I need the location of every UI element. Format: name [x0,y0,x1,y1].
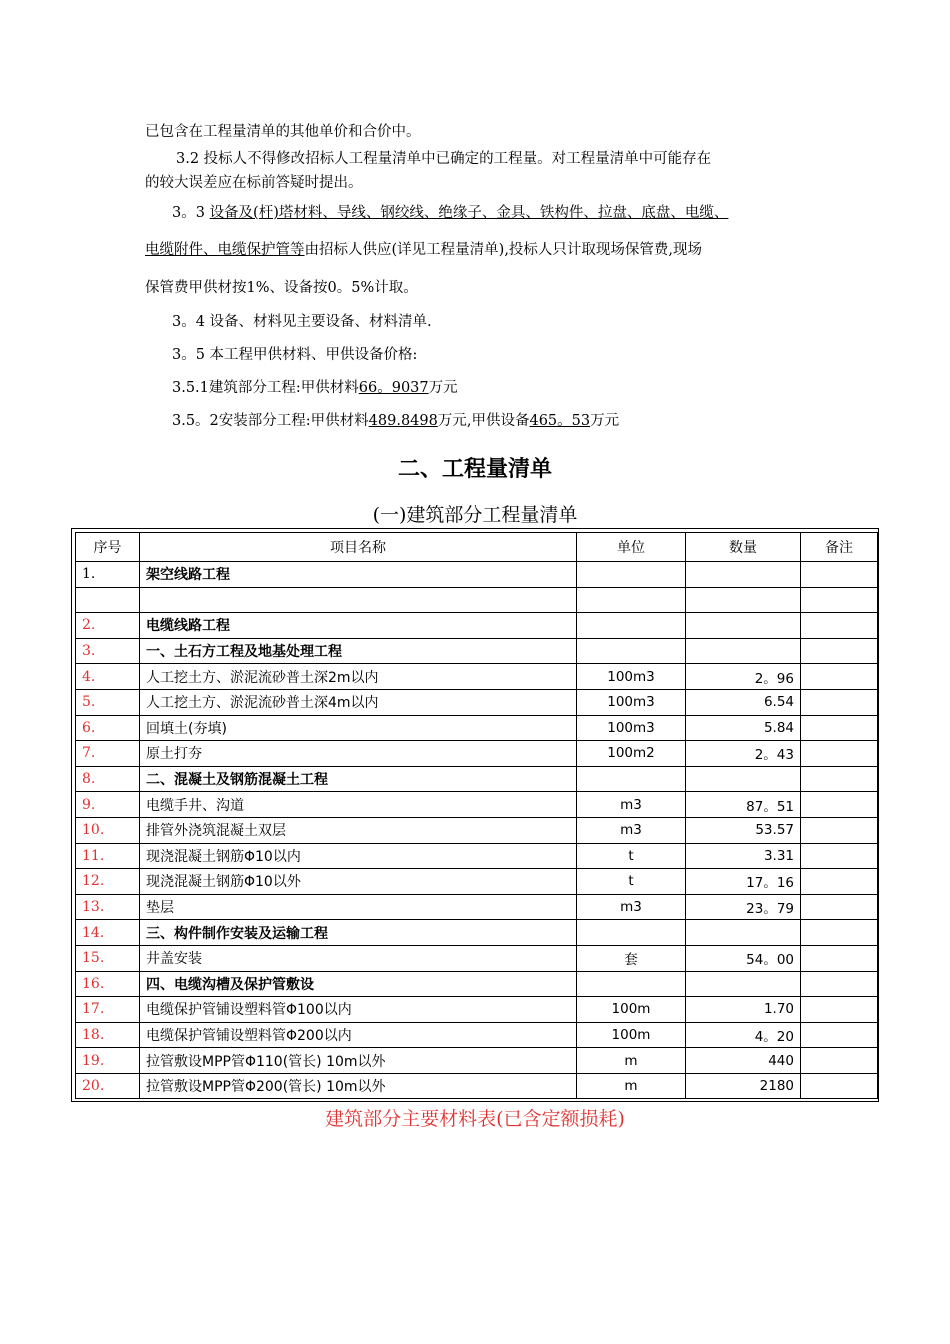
row-name: 三、构件制作安装及运输工程 [140,920,577,946]
row-seq: 6. [76,715,140,741]
table-row [76,715,878,741]
row-note [801,689,878,715]
row-unit: 套 [577,945,686,971]
row-note [801,971,878,997]
header-unit: 单位 [577,533,686,562]
header-qty: 数量 [686,533,801,562]
row-note [801,869,878,895]
row-note [801,920,878,946]
row-note [801,715,878,741]
para-3-5-2-material-value: 489.8498 [368,413,438,429]
table-row [76,817,878,843]
row-note [801,1048,878,1074]
row-unit [577,638,686,664]
row-seq [76,587,140,613]
para-3-5-1 [172,379,458,397]
table-row [76,587,878,613]
row-note [801,638,878,664]
row-name: 二、混凝土及钢筋混凝土工程 [140,766,577,792]
row-seq: 16. [76,971,140,997]
row-note [801,817,878,843]
row-seq: 7. [76,741,140,767]
row-name: 排管外浇筑混凝土双层 [140,817,577,843]
row-qty [686,920,801,946]
row-note [801,945,878,971]
row-name: 电缆保护管铺设塑料管Φ200以内 [140,1022,577,1048]
row-qty [686,766,801,792]
table-row [76,792,878,818]
row-qty: 23。79 [686,894,801,920]
header-name: 项目名称 [140,533,577,562]
row-name: 现浇混凝土钢筋Φ10以外 [140,869,577,895]
row-qty: 17。16 [686,869,801,895]
row-seq: 15. [76,945,140,971]
row-unit: m3 [577,894,686,920]
row-name: 回填土(夯填) [140,715,577,741]
table-row [76,613,878,639]
row-name: 电缆线路工程 [140,613,577,639]
table-header-row [76,533,878,562]
row-note [801,587,878,613]
table-row [76,997,878,1023]
row-unit: 100m [577,997,686,1023]
header-seq: 序号 [76,533,140,562]
row-unit: m [577,1048,686,1074]
table-row [76,562,878,588]
para-3-5-1-a: 3.5.1建筑部分工程:甲供材料 [172,380,359,396]
para-3-3 [172,204,728,222]
quantity-table-frame [71,528,879,1102]
row-seq: 10. [76,817,140,843]
row-unit: m [577,1073,686,1099]
row-unit: 100m3 [577,689,686,715]
row-unit: t [577,869,686,895]
row-qty: 54。00 [686,945,801,971]
row-name: 原土打夯 [140,741,577,767]
row-seq: 1. [76,562,140,588]
para-3-4: 3。4 设备、材料见主要设备、材料清单. [172,314,432,330]
header-note: 备注 [801,533,878,562]
row-unit: 100m3 [577,664,686,690]
row-unit [577,613,686,639]
para-3-5-2-equipment-value: 465。53 [529,413,591,429]
row-seq: 14. [76,920,140,946]
section-heading: 二、工程量清单 [397,457,552,482]
row-name: 四、电缆沟槽及保护管敷设 [140,971,577,997]
row-name: 垫层 [140,894,577,920]
row-name: 电缆保护管铺设塑料管Φ100以内 [140,997,577,1023]
row-unit [577,920,686,946]
row-unit: t [577,843,686,869]
row-unit: 100m3 [577,715,686,741]
row-note [801,741,878,767]
para-3-3-line2-underlined: 电缆附件、电缆保护管等 [145,242,305,258]
table-row [76,920,878,946]
row-unit: 100m2 [577,741,686,767]
row-qty: 6.54 [686,689,801,715]
table-title: (一)建筑部分工程量清单 [372,504,578,526]
row-qty: 2。43 [686,741,801,767]
row-note [801,997,878,1023]
table-row [76,766,878,792]
row-qty: 4。20 [686,1022,801,1048]
row-seq: 11. [76,843,140,869]
table-row [76,1022,878,1048]
table-row [76,869,878,895]
row-qty [686,971,801,997]
para-3-3-line3: 保管费甲供材按1%、设备按0。5%计取。 [145,280,418,296]
row-note [801,894,878,920]
row-name: 电缆手井、沟道 [140,792,577,818]
row-seq: 19. [76,1048,140,1074]
row-note [801,792,878,818]
table-row [76,638,878,664]
para-3-5-2-a: 3.5。2安装部分工程:甲供材料 [172,413,369,429]
row-unit [577,971,686,997]
table-row [76,1048,878,1074]
row-seq: 2. [76,613,140,639]
table-row [76,1073,878,1099]
row-unit: m3 [577,817,686,843]
para-3-3-line2-rest: 由招标人供应(详见工程量清单),投标人只计取现场保管费,现场 [304,242,703,258]
row-name: 一、土石方工程及地基处理工程 [140,638,577,664]
row-unit: m3 [577,792,686,818]
row-note [801,766,878,792]
para-3-3-underlined: 设备及(杆)塔材料、导线、钢绞线、绝缘子、金具、铁构件、拉盘、底盘、电缆、 [209,205,729,221]
row-name: 架空线路工程 [140,562,577,588]
para-3-5-2-c: 万元,甲供设备 [437,413,530,429]
row-note [801,613,878,639]
quantity-table [75,532,878,1099]
row-note [801,1022,878,1048]
table-row [76,843,878,869]
table-row [76,664,878,690]
table-row [76,971,878,997]
row-seq: 17. [76,997,140,1023]
row-qty: 5.84 [686,715,801,741]
row-seq: 13. [76,894,140,920]
row-name: 拉管敷设MPP管Φ110(管长) 10m以外 [140,1048,577,1074]
row-unit [577,766,686,792]
row-qty: 3.31 [686,843,801,869]
row-seq: 12. [76,869,140,895]
row-seq: 4. [76,664,140,690]
row-note [801,562,878,588]
row-note [801,1073,878,1099]
row-qty: 87。51 [686,792,801,818]
row-unit [577,587,686,613]
row-qty: 53.57 [686,817,801,843]
row-seq: 18. [76,1022,140,1048]
row-note [801,664,878,690]
row-seq: 5. [76,689,140,715]
para-3-3-line2 [145,241,702,259]
para-1: 已包含在工程量清单的其他单价和合价中。 [145,124,421,140]
para-3-5-2 [172,412,619,430]
table-row [76,894,878,920]
table-row [76,741,878,767]
materials-table-caption: 建筑部分主要材料表(已含定额损耗) [325,1108,625,1130]
row-qty [686,613,801,639]
row-qty [686,638,801,664]
para-3-3-lead: 3。3 [172,205,210,221]
row-qty: 2180 [686,1073,801,1099]
table-row [76,945,878,971]
row-name: 人工挖土方、淤泥流砂普土深4m以内 [140,689,577,715]
row-name: 井盖安装 [140,945,577,971]
row-name: 人工挖土方、淤泥流砂普土深2m以内 [140,664,577,690]
row-name [140,587,577,613]
row-seq: 3. [76,638,140,664]
row-qty [686,562,801,588]
row-note [801,843,878,869]
row-name: 拉管敷设MPP管Φ200(管长) 10m以外 [140,1073,577,1099]
row-seq: 20. [76,1073,140,1099]
row-qty: 1.70 [686,997,801,1023]
row-qty [686,587,801,613]
row-seq: 9. [76,792,140,818]
row-qty: 2。96 [686,664,801,690]
row-unit: 100m [577,1022,686,1048]
para-3-5-2-e: 万元 [590,413,620,429]
para-3-2-cont: 的较大误差应在标前答疑时提出。 [145,175,363,191]
para-3-5-1-value: 66。9037 [358,380,429,396]
row-qty: 440 [686,1048,801,1074]
row-name: 现浇混凝土钢筋Φ10以内 [140,843,577,869]
para-3-5-1-c: 万元 [428,380,458,396]
table-row [76,689,878,715]
row-seq: 8. [76,766,140,792]
para-3-5: 3。5 本工程甲供材料、甲供设备价格: [172,347,418,363]
row-unit [577,562,686,588]
para-3-2: 3.2 投标人不得修改招标人工程量清单中已确定的工程量。对工程量清单中可能存在 [176,151,712,167]
